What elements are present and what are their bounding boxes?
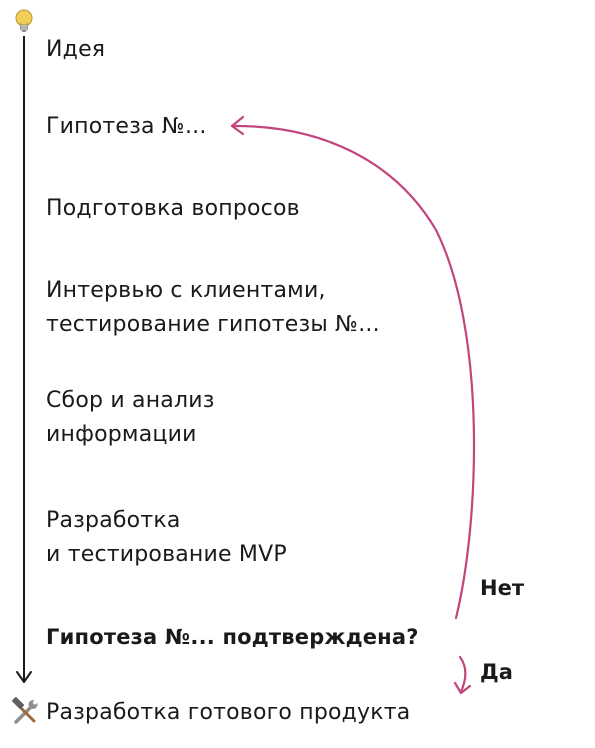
step-analysis-line-1: Сбор и анализ bbox=[46, 388, 215, 413]
step-interviews-line-2: тестирование гипотезы №... bbox=[46, 312, 380, 337]
step-mvp bbox=[46, 504, 287, 572]
step-hypothesis: Гипотеза №... bbox=[46, 114, 207, 139]
step-interviews bbox=[46, 274, 380, 342]
tools-icon bbox=[10, 697, 40, 727]
step-interviews-line-1: Интервью с клиентами, bbox=[46, 278, 326, 303]
step-decision: Гипотеза №... подтверждена? bbox=[46, 625, 419, 649]
step-idea: Идея bbox=[46, 37, 106, 62]
step-prepare-questions: Подготовка вопросов bbox=[46, 196, 300, 221]
lightbulb-icon bbox=[13, 8, 35, 38]
step-analysis-line-2: информации bbox=[46, 422, 197, 447]
step-analysis bbox=[46, 384, 215, 452]
step-final-product: Разработка готового продукта bbox=[46, 700, 411, 725]
step-mvp-line-2: и тестирование MVP bbox=[46, 542, 287, 567]
branch-yes-label: Да bbox=[480, 660, 513, 684]
yes-arrow bbox=[460, 657, 465, 692]
branch-no-label: Нет bbox=[480, 576, 524, 600]
step-mvp-line-1: Разработка bbox=[46, 508, 181, 533]
